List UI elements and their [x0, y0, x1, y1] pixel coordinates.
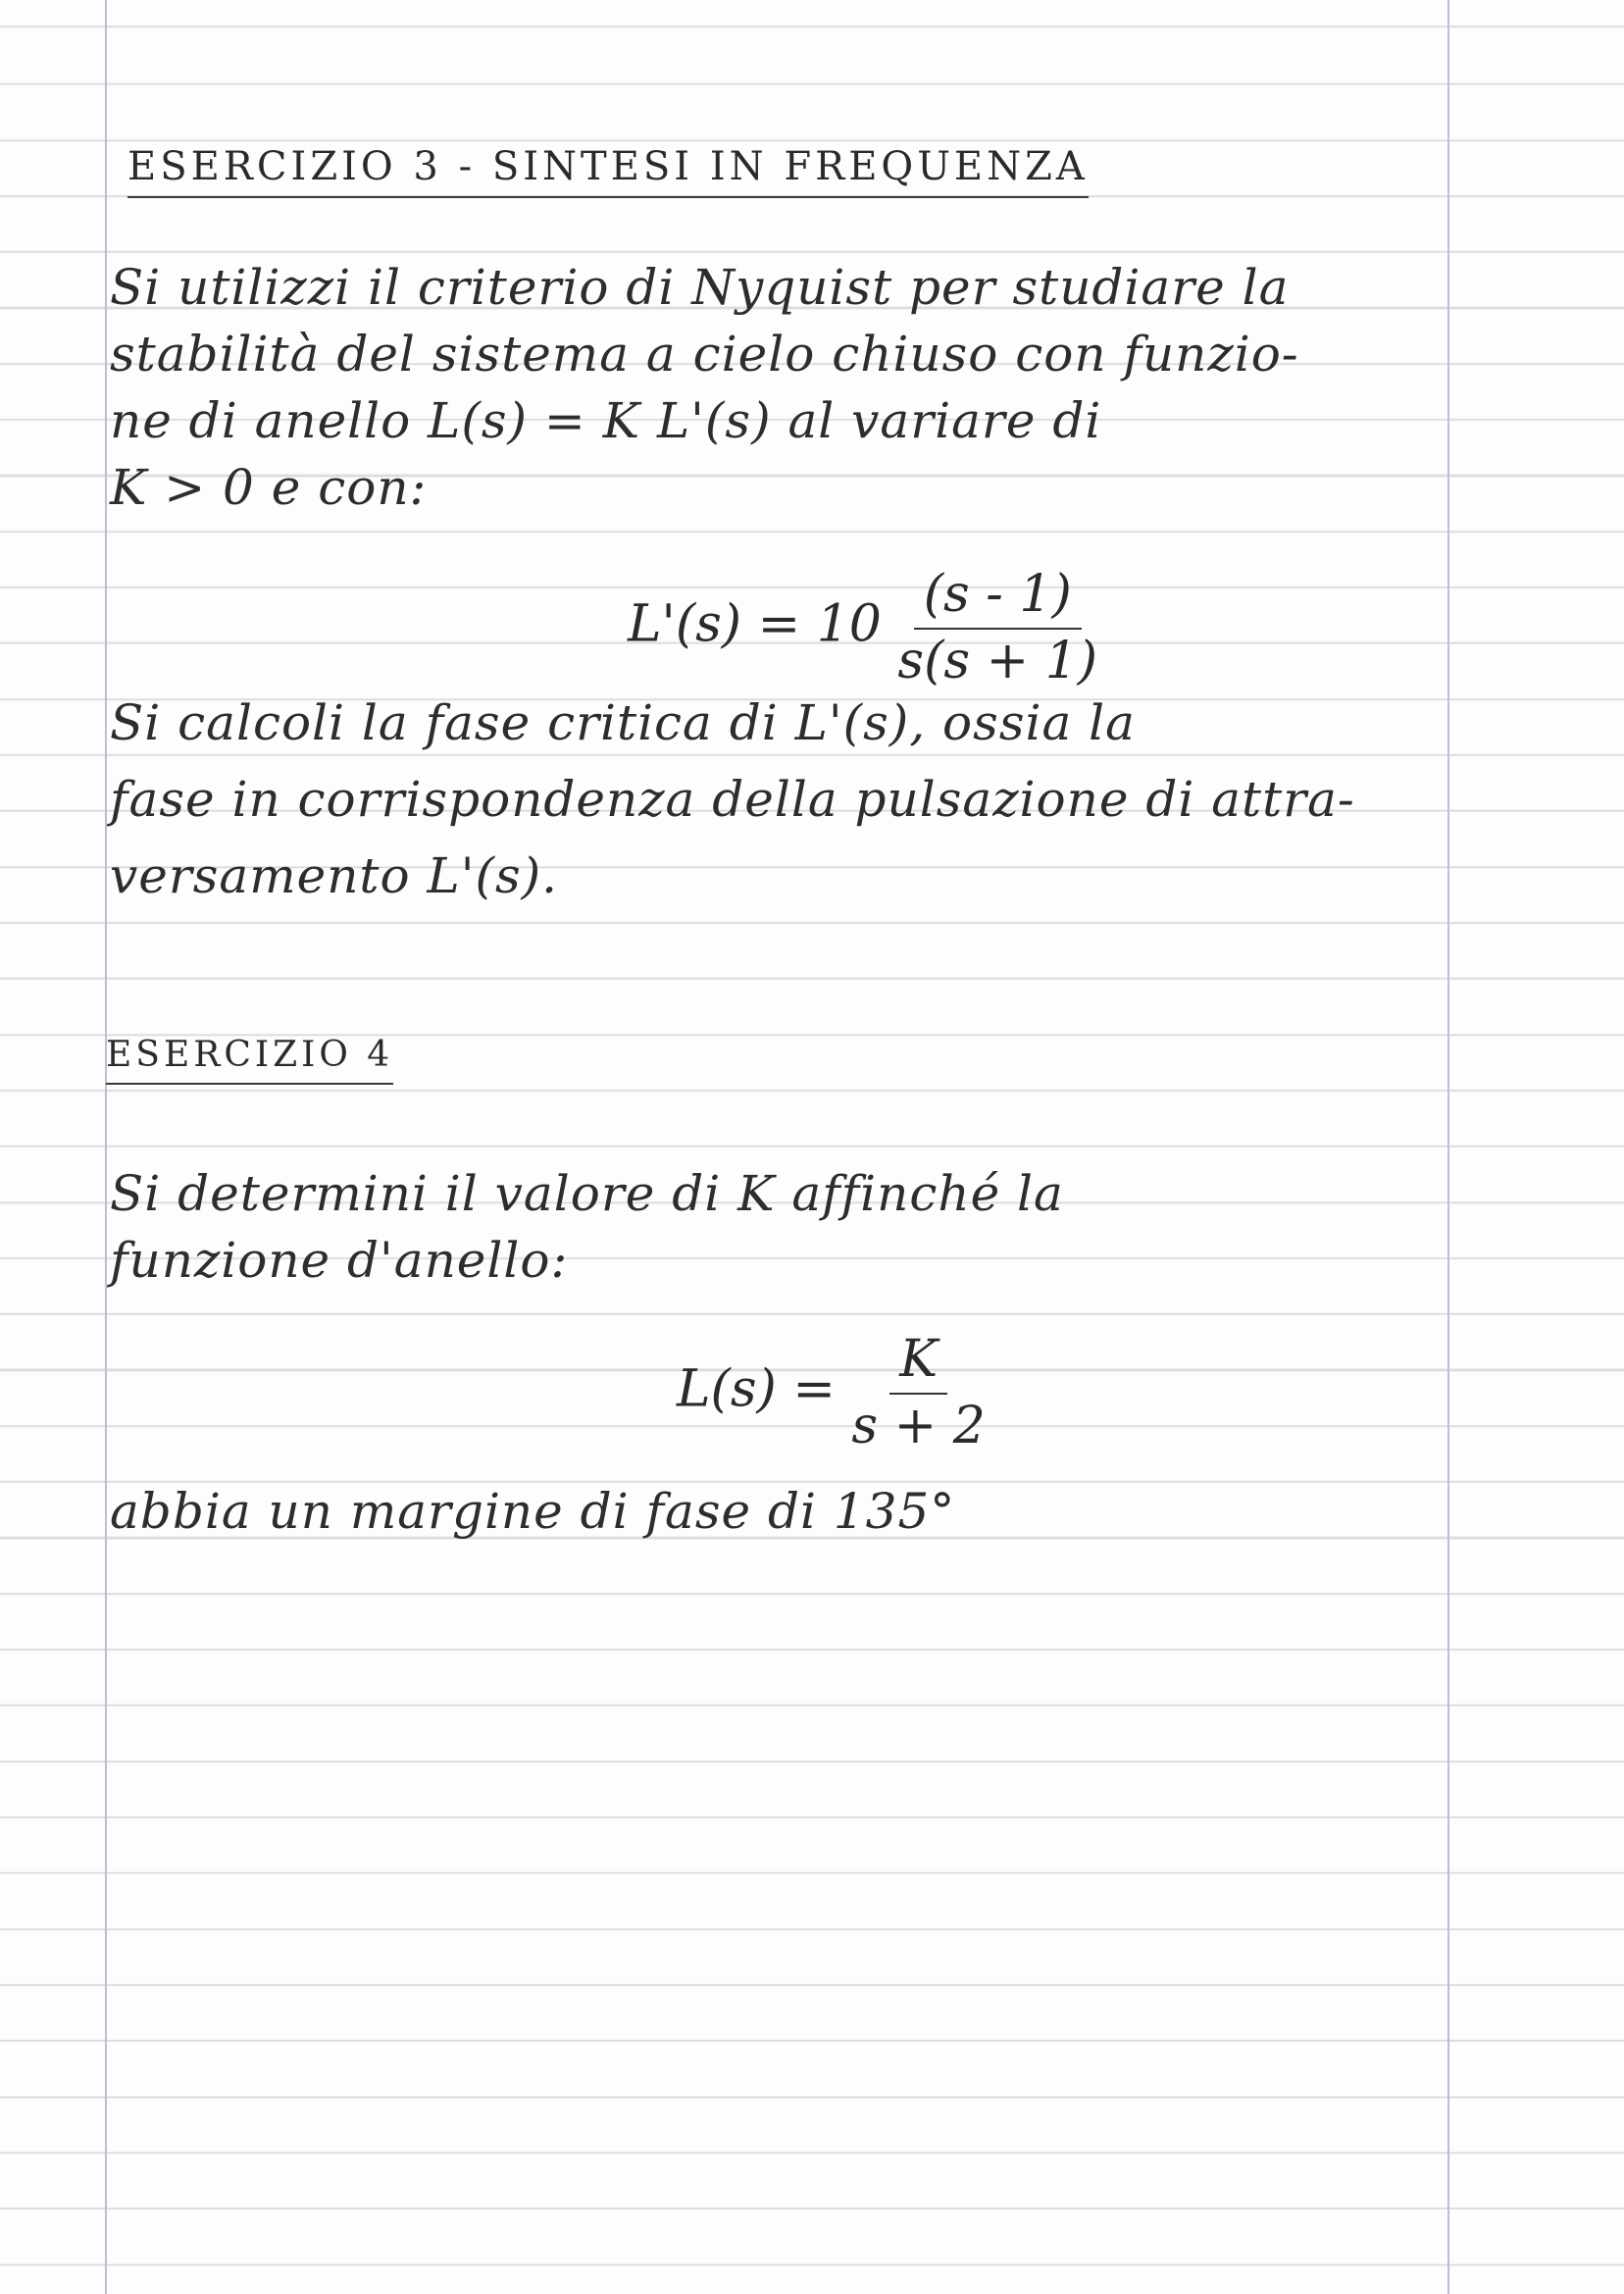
- formula-lhs: L(s) =: [677, 1359, 836, 1419]
- exercise-4-formula: [677, 1330, 986, 1455]
- exercise-3-line-5: Si calcoli la fase critica di L'(s), ossia la: [110, 694, 1136, 751]
- formula-numerator: K: [889, 1334, 947, 1395]
- exercise-3-line-1: Si utilizzi il criterio di Nyquist per studiare la: [110, 259, 1290, 316]
- formula-denominator: s + 2: [851, 1397, 986, 1455]
- formula-denominator: s(s + 1): [897, 632, 1098, 690]
- exercise-3-line-7: versamento L'(s).: [110, 847, 559, 904]
- formula-fraction: [851, 1330, 986, 1455]
- exercise-4-line-1: Si determini il valore di K affinché la: [110, 1165, 1064, 1222]
- left-margin-line: [105, 0, 107, 2294]
- exercise-3-line-2: stabilità del sistema a cielo chiuso con funzio-: [110, 326, 1299, 382]
- right-margin-line: [1447, 0, 1449, 2294]
- formula-lhs: L'(s) = 10: [628, 594, 882, 654]
- exercise-3-title: ESERCIZIO 3 - SINTESI IN FREQUENZA: [127, 147, 1089, 198]
- exercise-3-line-6: fase in corrispondenza della pulsazione di attra-: [110, 771, 1355, 828]
- exercise-3-formula: [628, 565, 1098, 690]
- exercise-4-line-3: abbia un margine di fase di 135°: [110, 1483, 956, 1540]
- formula-fraction: [897, 565, 1098, 690]
- exercise-3-line-4: K > 0 e con:: [110, 459, 428, 516]
- exercise-3-line-3: ne di anello L(s) = K L'(s) al variare di: [110, 392, 1102, 449]
- exercise-4-title: ESERCIZIO 4: [106, 1038, 393, 1085]
- formula-numerator: (s - 1): [914, 569, 1082, 630]
- exercise-4-line-2: funzione d'anello:: [110, 1232, 569, 1289]
